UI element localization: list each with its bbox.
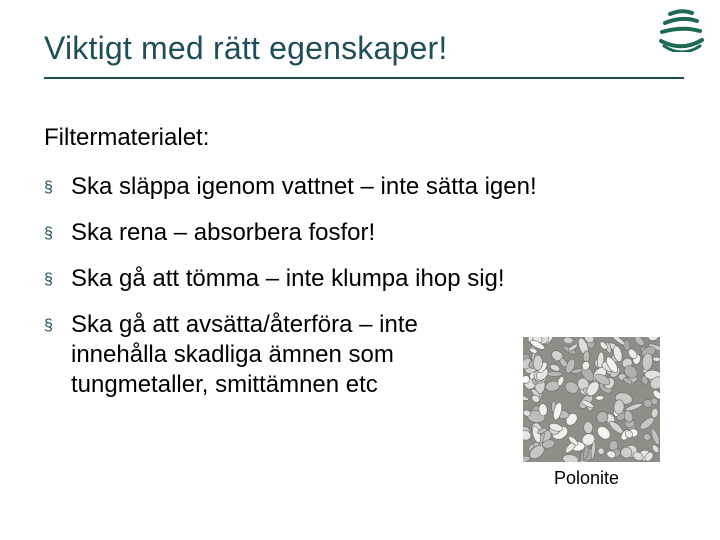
bullet-item	[44, 172, 644, 202]
bullet-marker: §	[44, 317, 53, 334]
gravel-stone	[533, 355, 543, 371]
gravel-photo-graphic	[523, 337, 660, 462]
gravel-stone	[614, 400, 625, 415]
bullet-text: Ska släppa igenom vattnet – inte sätta igen!	[71, 173, 537, 200]
bullet-text: Ska gå att tömma – inte klumpa ihop sig!	[71, 265, 505, 292]
bullet-text: Ska rena – absorbera fosfor!	[71, 219, 376, 246]
bullet-item	[44, 264, 644, 294]
image-caption: Polonite	[554, 468, 620, 488]
bullet-text: Ska gå att avsätta/återföra – inte innehålla skadliga ämnen som tungmetaller, smittämnen etc	[71, 311, 418, 398]
bullet-marker: §	[44, 179, 53, 196]
gravel-photo	[523, 337, 660, 462]
intro-text: Filtermaterialet:	[44, 124, 210, 151]
gravel-stone	[653, 357, 660, 362]
gravel-stone	[547, 372, 562, 377]
title-divider	[44, 77, 684, 79]
bullet-item	[44, 218, 644, 248]
bullet-marker: §	[44, 225, 53, 242]
slide-title: Viktigt med rätt egenskaper!	[44, 30, 448, 66]
bullet-marker: §	[44, 271, 53, 288]
wave-logo-icon	[656, 8, 706, 52]
